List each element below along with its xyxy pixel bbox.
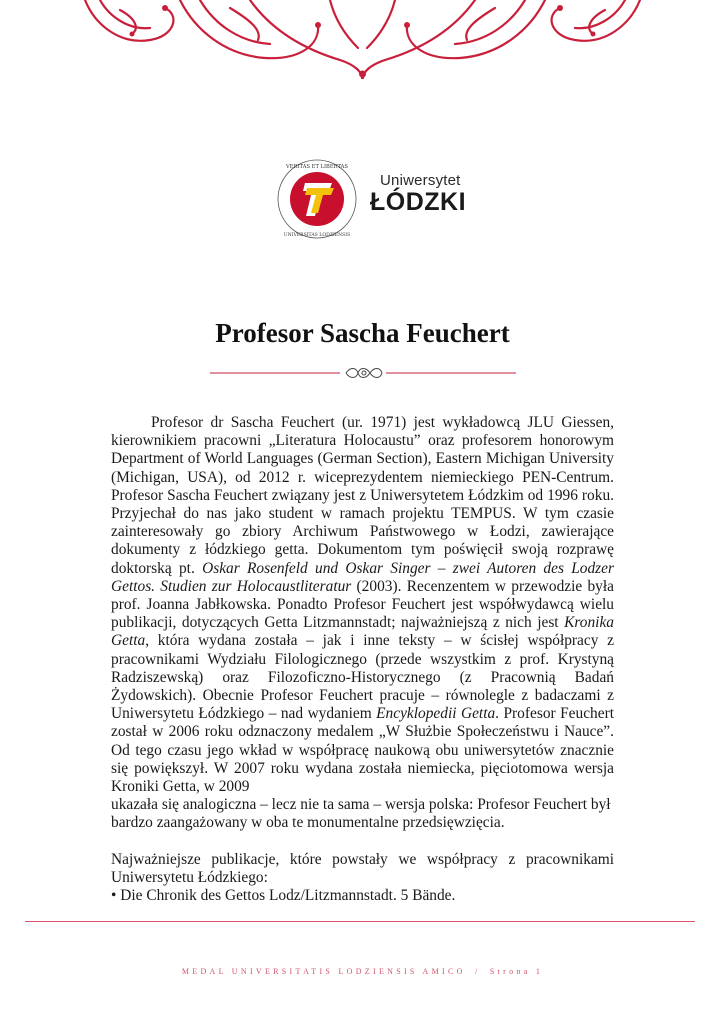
university-logo [276,158,466,238]
page-footer [0,967,725,976]
bullet-icon: • [111,887,117,905]
paragraph-publications-intro: Najważniejsze publikacje, które powstały we współpracy z pracownikami Uniwersytetu Łódzkiego: [111,850,614,886]
document-body [111,414,614,905]
page-number: Strona 1 [489,967,544,976]
list-item: • Die Chronik des Gettos Lodz/Litzmannstadt. 5 Bände. [111,887,456,905]
footer-separator: / [475,967,481,976]
title-divider [210,364,516,382]
footer-series: MEDAL UNIVERSITATIS LODZIENSIS AMICO [181,967,466,976]
page-title: Profesor Sascha Feuchert [215,318,510,348]
university-name-line2: ŁÓDZKI [370,188,467,216]
svg-text:VERITAS ET LIBERTAS: VERITAS ET LIBERTAS [286,164,348,170]
university-name-line1: Uniwersytet [380,172,461,189]
university-seal-icon [276,158,358,240]
paragraph-continuation: ukazała się analogiczna – lecz nie ta sama – wersja polska: Profesor Feuchert był bardzo zaangażowany w oba te monumentalne przedsięwzięcia. [111,796,611,832]
svg-text:UNIVERSITAS LODZIENSIS: UNIVERSITAS LODZIENSIS [283,233,351,238]
footer-divider [25,921,695,922]
top-ornament [0,0,725,80]
paragraph-biography: Profesor dr Sascha Feuchert (ur. 1971) jest wykładowcą JLU Giessen, kierownikiem pracowni „Literatura Holocaustu” oraz profesorem honorowym Department of World Languages (German Section), Eastern Michigan University (Michigan, USA), od 2012 r. wiceprezydentem niemieckiego PEN-Centrum. Profesor Sascha Feuchert związany jest z Uniwersytetem Łódzkim od 1996 roku. Przyjechał do nas jako student w ramach projektu TEMPUS. W tym czasie zainteresowały go zbiory Archiwum Państwowego w Łodzi, zawierające dokumenty z łódzkiego getta. Dokumentom tym poświęcił swoją rozprawę doktorską pt. Oskar Rosenfeld und Oskar Singer – zwei Autoren des Lodzer Gettos. Studien zur Holocaustliteratur (2003). Recenzentem w przewodzie była prof. Joanna Jabłkowska. Ponadto Profesor Feuchert jest współwydawcą wielu publikacji, dotyczących Getta Litzmannstadt; najważniejszą z nich jest Kronika Getta, która wydana została – jak i inne teksty – w ścisłej współpracy z pracownikami Wydziału Filologicznego (przede wszystkim z prof. Krystyną Radziszewską) oraz Filozoficzno-Historycznego (z Pracownią Badań Żydowskich). Obecnie Profesor Feuchert pracuje – równolegle z badaczami z Uniwersytetu Łódzkiego – nad wydaniem Encyklopedii Getta. Profesor Feuchert został w 2006 roku odznaczony medalem „W Służbie Społeczeństwu i Nauce”. Od tego czasu jego wkład w współpracę naukową obu uniwersytetów znacznie się powiększył. W 2007 roku wydana została niemiecka, pięciotomowa wersja Kroniki Getta, w 2009 [111,414,614,796]
